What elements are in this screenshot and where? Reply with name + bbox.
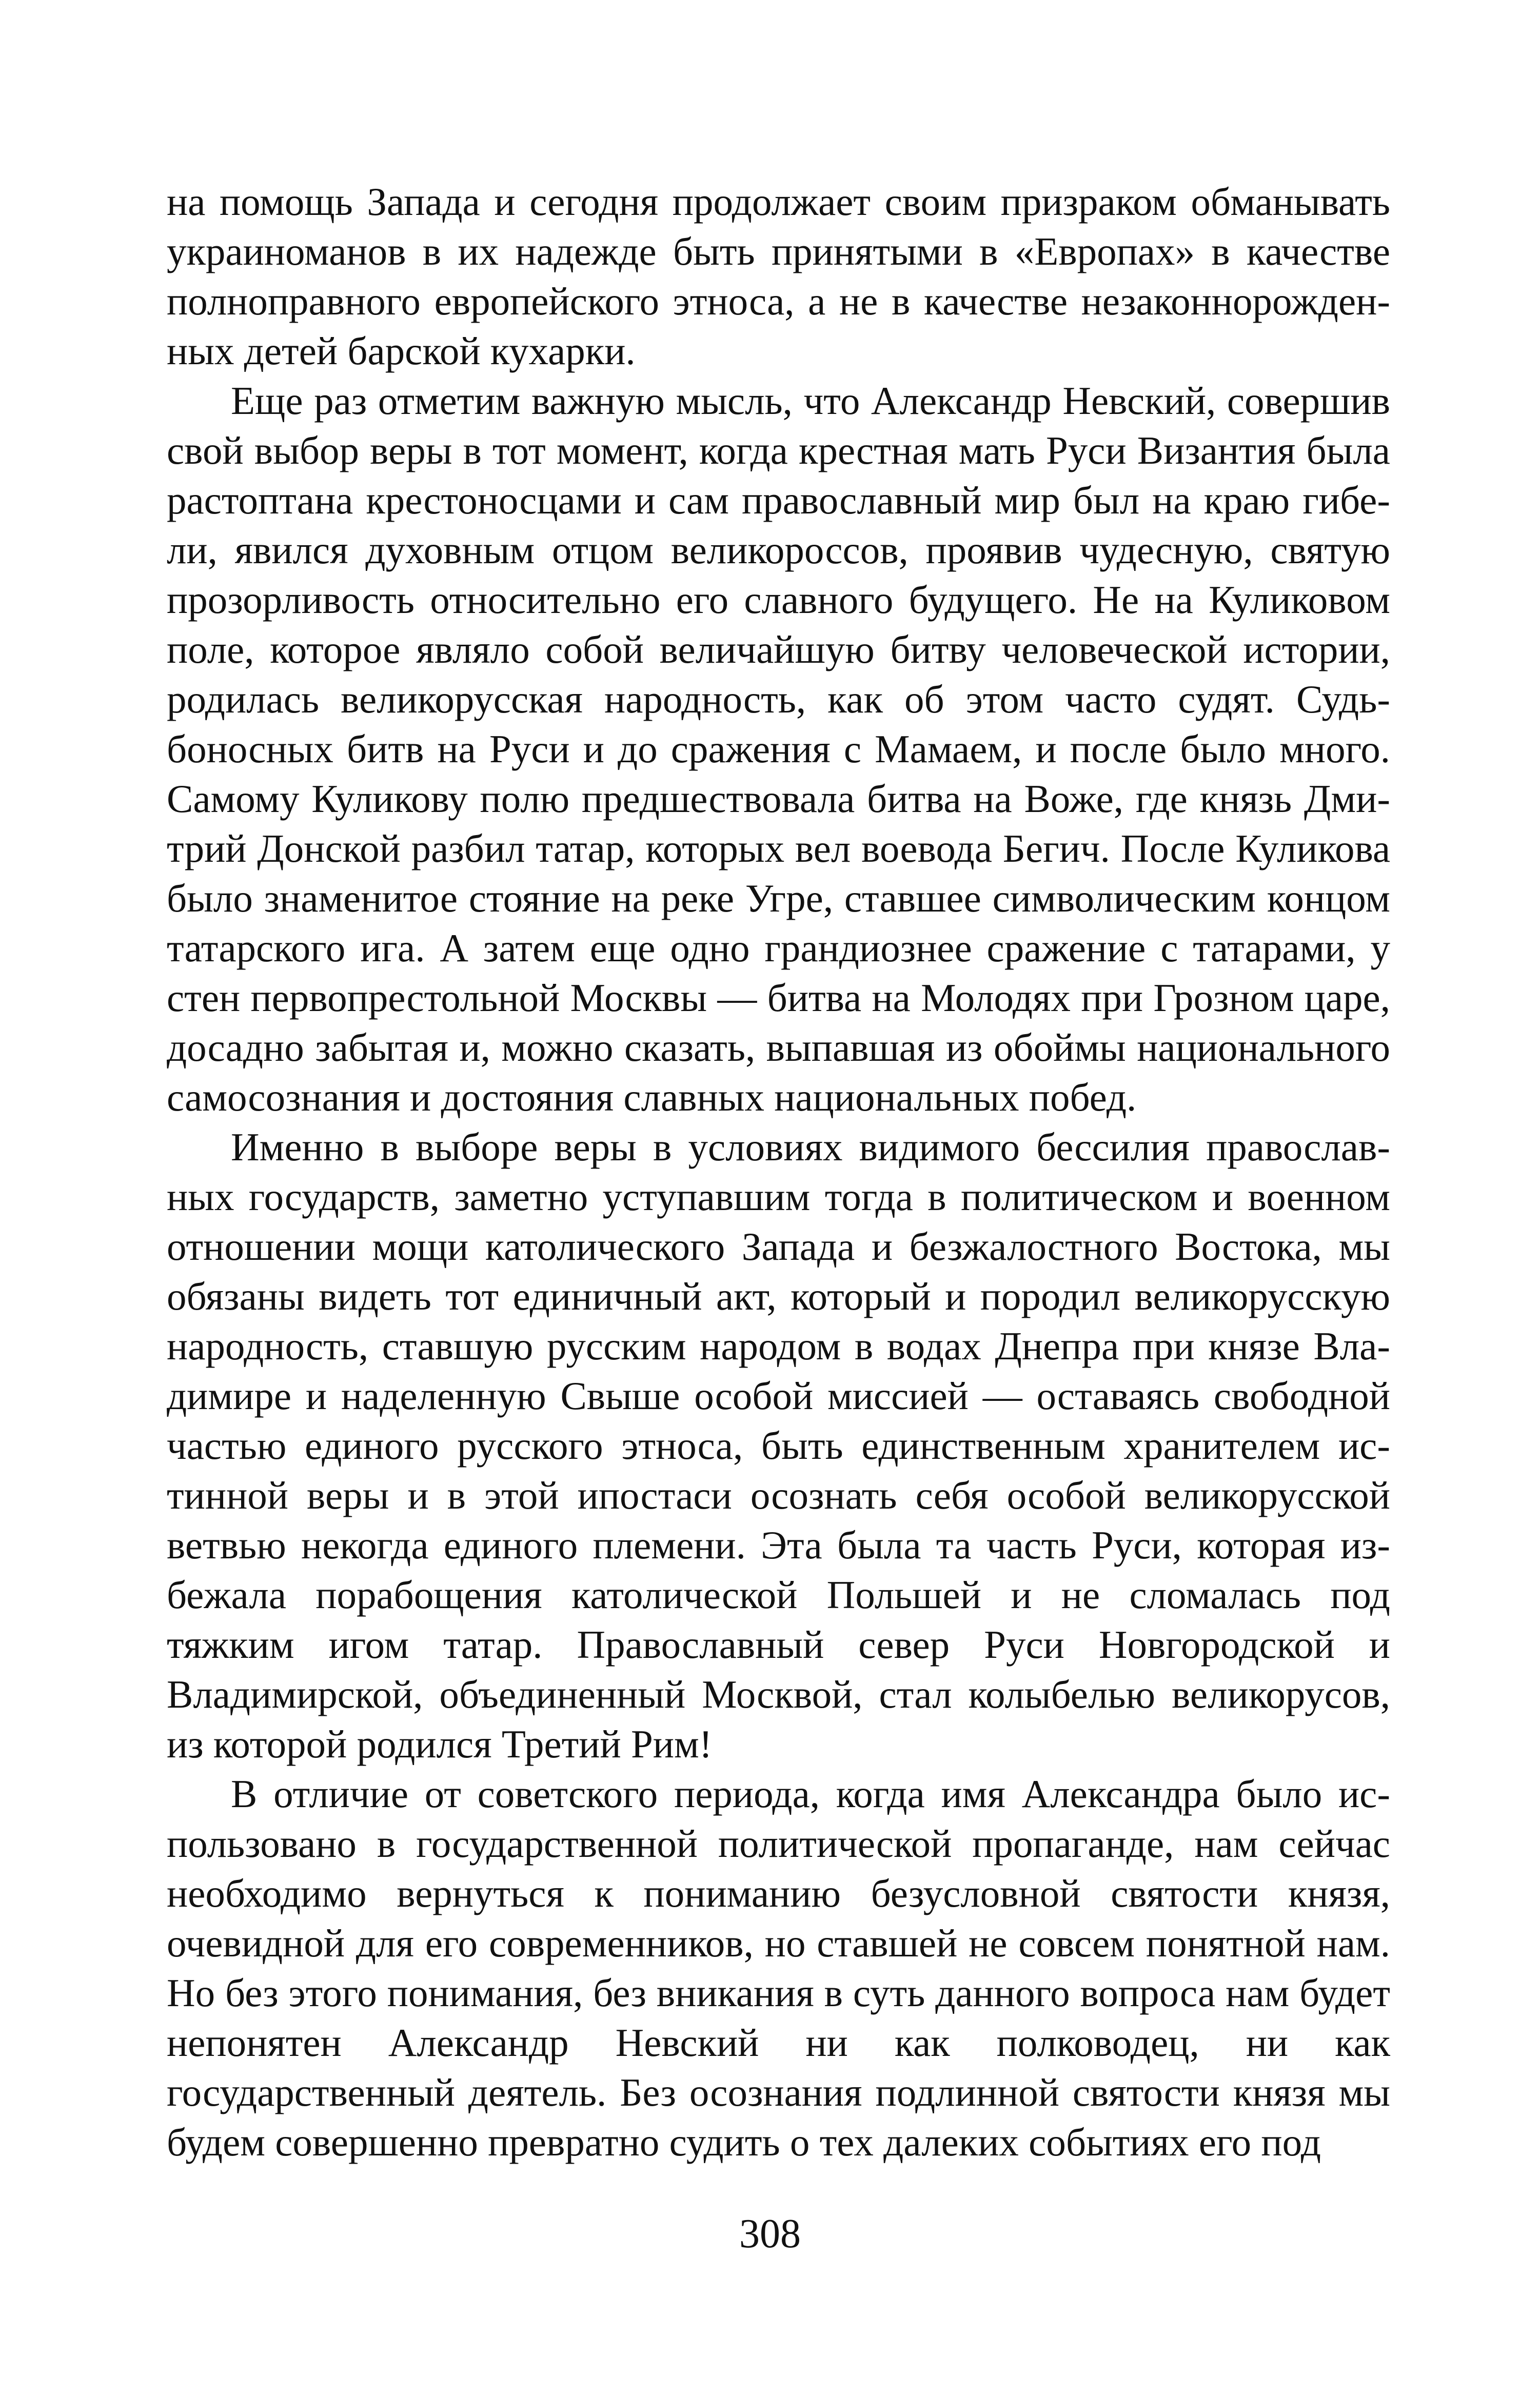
body-text (167, 177, 1390, 2167)
paragraph: Еще раз отметим важную мысль, что Александр Невский, совершив свой выбор веры в тот момент, когда крестная мать Руси Византия была растоптана крестоносцами и сам православный мир был на краю гибели, явился духовным отцом великороссов, проявив чудесную, святую прозорливость относительно его славного будущего. Не на Куликовом поле, которое являло собой величайшую битву человеческой истории, родилась великорусская народность, как об этом часто судят. Судьбоносных битв на Руси и до сражения с Мамаем, и после было много. Самому Куликову полю предшествовала битва на Воже, где князь Дмитрий Донской разбил татар, которых вел воевода Бегич. После Куликова было знаменитое стояние на реке Угре, ставшее символическим концом татарского ига. А затем еще одно грандиознее сражение с татарами, у стен первопрестольной Москвы — битва на Молодях при Грозном царе, досадно забытая и, можно сказать, выпавшая из обоймы национального самосознания и достояния славных национальных побед. (167, 379, 1390, 1119)
paragraph: Именно в выборе веры в условиях видимого бессилия православных государств, заметно уступавшим тогда в политическом и военном отношении мощи католического Запада и безжалостного Востока, мы обязаны видеть тот единичный акт, который и породил великорусскую народность, ставшую русским народом в водах Днепра при князе Владимире и наделенную Свыше особой миссией — оставаясь свободной частью единого русского этноса, быть единственным хранителем истинной веры и в этой ипостаси осознать себя особой великорусской ветвью некогда единого племени. Эта была та часть Руси, которая избежала порабощения католической Польшей и не сломалась под тяжким игом татар. Православный север Руси Новгородской и Владимирской, объединенный Москвой, стал колыбелью великорусов, из которой родился Третий Рим! (167, 1125, 1390, 1766)
paragraph-continuation: на помощь Запада и сегодня продолжает своим призраком обманывать украиноманов в их надежде быть принятыми в «Европах» в качестве полноправного европейского этноса, а не в качестве незаконнорожденных детей барской кухарки. (167, 180, 1390, 373)
page-number: 308 (739, 2211, 801, 2256)
paragraph: В отличие от советского периода, когда имя Александра было использовано в государственной политической пропаганде, нам сейчас необходимо вернуться к пониманию безусловной святости князя, очевидной для его современников, но ставшей не совсем понятной нам. Но без этого понимания, без вникания в суть данного вопроса нам будет непонятен Александр Невский ни как полководец, ни как государственный деятель. Без осознания подлинной святости князя мы будем совершенно превратно судить о тех далеких событиях его под (167, 1772, 1390, 2164)
